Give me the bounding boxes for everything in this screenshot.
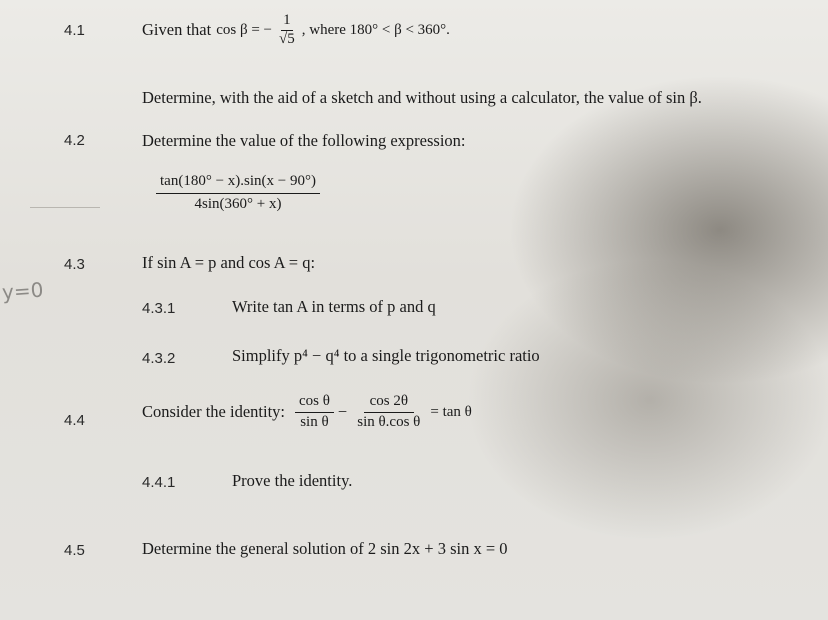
question-number-4-4-1: 4.4.1 xyxy=(142,474,176,491)
question-4-2-text: Determine the value of the following expression: xyxy=(142,131,466,150)
question-4-1-line1 xyxy=(142,13,450,48)
q41-tail: , where 180° < β < 360°. xyxy=(301,21,450,38)
question-number-4-1: 4.1 xyxy=(64,22,85,39)
q44-f1-den: sin θ xyxy=(300,413,329,430)
q44-f2-num: cos 2θ xyxy=(364,394,414,413)
question-number-4-2: 4.2 xyxy=(64,132,85,149)
q42-expression xyxy=(156,174,320,213)
q44-fraction-1 xyxy=(295,394,334,431)
q44-minus: − xyxy=(337,402,348,422)
q41-lead: Given that xyxy=(142,20,212,40)
question-4-1-line2: Determine, with the aid of a sketch and without using a calculator, the value of sin β. xyxy=(142,88,702,107)
q42-expr-num: tan(180° − x).sin(x − 90°) xyxy=(156,174,320,194)
question-4-4-1-text: Prove the identity. xyxy=(232,471,353,490)
question-number-4-3: 4.3 xyxy=(64,256,85,273)
q41-fraction xyxy=(277,13,297,48)
q44-rhs: = tan θ xyxy=(430,403,472,420)
q44-lead: Consider the identity: xyxy=(142,402,285,422)
margin-pencil-note: y=0 xyxy=(1,277,45,305)
question-number-4-3-2: 4.3.2 xyxy=(142,350,176,367)
q42-fraction xyxy=(156,174,320,213)
question-4-3-2-text: Simplify p⁴ − q⁴ to a single trigonometric ratio xyxy=(232,346,540,365)
q41-frac-num: 1 xyxy=(281,13,293,31)
pencil-line xyxy=(30,207,100,208)
q42-expr-den: 4sin(360° + x) xyxy=(194,195,282,212)
q44-f2-den: sin θ.cos θ xyxy=(357,413,421,430)
question-4-3-text: If sin A = p and cos A = q: xyxy=(142,253,316,272)
q44-f1-num: cos θ xyxy=(295,394,334,413)
question-number-4-5: 4.5 xyxy=(64,542,85,559)
question-4-3-1-text: Write tan A in terms of p and q xyxy=(232,297,436,316)
question-4-5-text: Determine the general solution of 2 sin 2x + 3 sin x = 0 xyxy=(142,539,508,558)
q41-cos-beta: cos β = − xyxy=(216,21,272,38)
q41-frac-den: √5 xyxy=(279,30,295,47)
question-number-4-4: 4.4 xyxy=(64,412,85,429)
q44-fraction-2 xyxy=(351,394,426,431)
question-number-4-3-1: 4.3.1 xyxy=(142,300,176,317)
question-4-4-identity xyxy=(142,394,472,431)
